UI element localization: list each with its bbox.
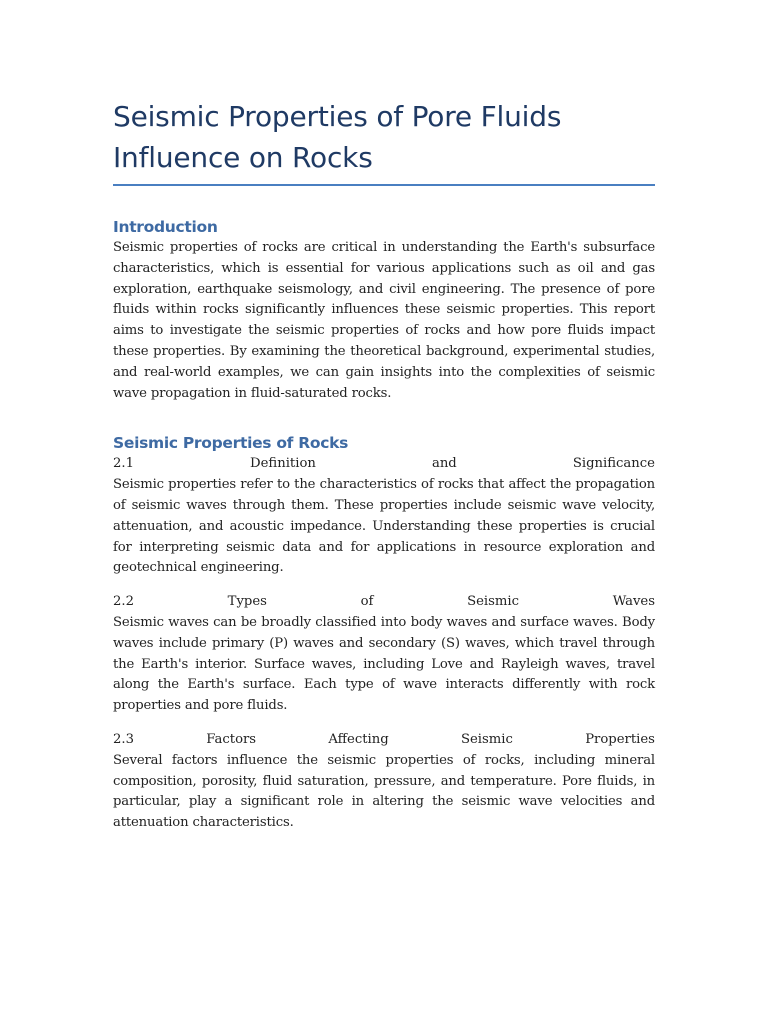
subsection-word: Properties (585, 731, 655, 747)
subsection-paragraph: Several factors influence the seismic properties of rocks, including mineral composition, porosity, fluid saturation, pressure, and temperature. Pore fluids, in particular, play a significant role in altering the seismic wave velocities and attenuation characteristics. (113, 752, 655, 831)
introduction-heading: Introduction (113, 218, 218, 236)
subsection-word: Types (227, 594, 267, 610)
subsection-paragraph: Seismic properties refer to the characteristics of rocks that affect the propagation of seismic waves through them. These properties include seismic wave velocity, attenuation, and acoustic impedance. Understanding these properties is crucial for interpreting seismic data and for applications in resource exploration and geotechnical engineering. (113, 477, 655, 576)
title-line-2: Influence on Rocks (113, 141, 373, 174)
subsection-word: Waves (612, 594, 655, 610)
subsection-heading (113, 592, 655, 613)
subsection-heading (113, 454, 655, 475)
subsection-word: Seismic (460, 731, 513, 747)
document-title (113, 96, 655, 186)
subsection-number: 2.1 (113, 456, 134, 472)
subsection-word: Significance (572, 456, 655, 472)
subsection-2-1 (113, 454, 655, 579)
subsection-paragraph: Seismic waves can be broadly classified into body waves and surface waves. Body waves include primary (P) waves and secondary (S) waves, which travel through the Earth's interior. Surface waves, including Love and Rayleigh waves, travel along the Earth's surface. Each type of wave interacts differently with rock properties and pore fluids. (113, 614, 655, 714)
subsection-word: Seismic (467, 594, 520, 610)
subsection-2-3 (113, 730, 655, 834)
subsection-number: 2.2 (113, 594, 134, 610)
section-heading-seismic-properties: Seismic Properties of Rocks (113, 434, 349, 453)
subsection-2-2 (113, 592, 655, 717)
subsection-word: and (431, 456, 457, 472)
subsection-word: Affecting (328, 731, 389, 747)
title-line-1: Seismic Properties of Pore Fluids (113, 100, 562, 133)
subsection-number: 2.3 (113, 731, 134, 747)
subsection-word: Factors (206, 731, 257, 747)
introduction-paragraph: Seismic properties of rocks are critical in understanding the Earth's subsurface characteristics, which is essential for various applications such as oil and gas exploration, earthquake seismology, and civil engineering. The presence of pore fluids within rocks significantly influences these seismic properties. This report aims to investigate the seismic properties of rocks and how pore fluids impact these properties. By examining the theoretical background, experimental studies, and real-world examples, we can gain insights into the complexities of seismic wave propagation in fluid-saturated rocks. (113, 240, 655, 401)
subsection-word: Definition (250, 456, 316, 472)
subsection-heading (113, 730, 655, 751)
subsection-word: of (360, 594, 374, 610)
